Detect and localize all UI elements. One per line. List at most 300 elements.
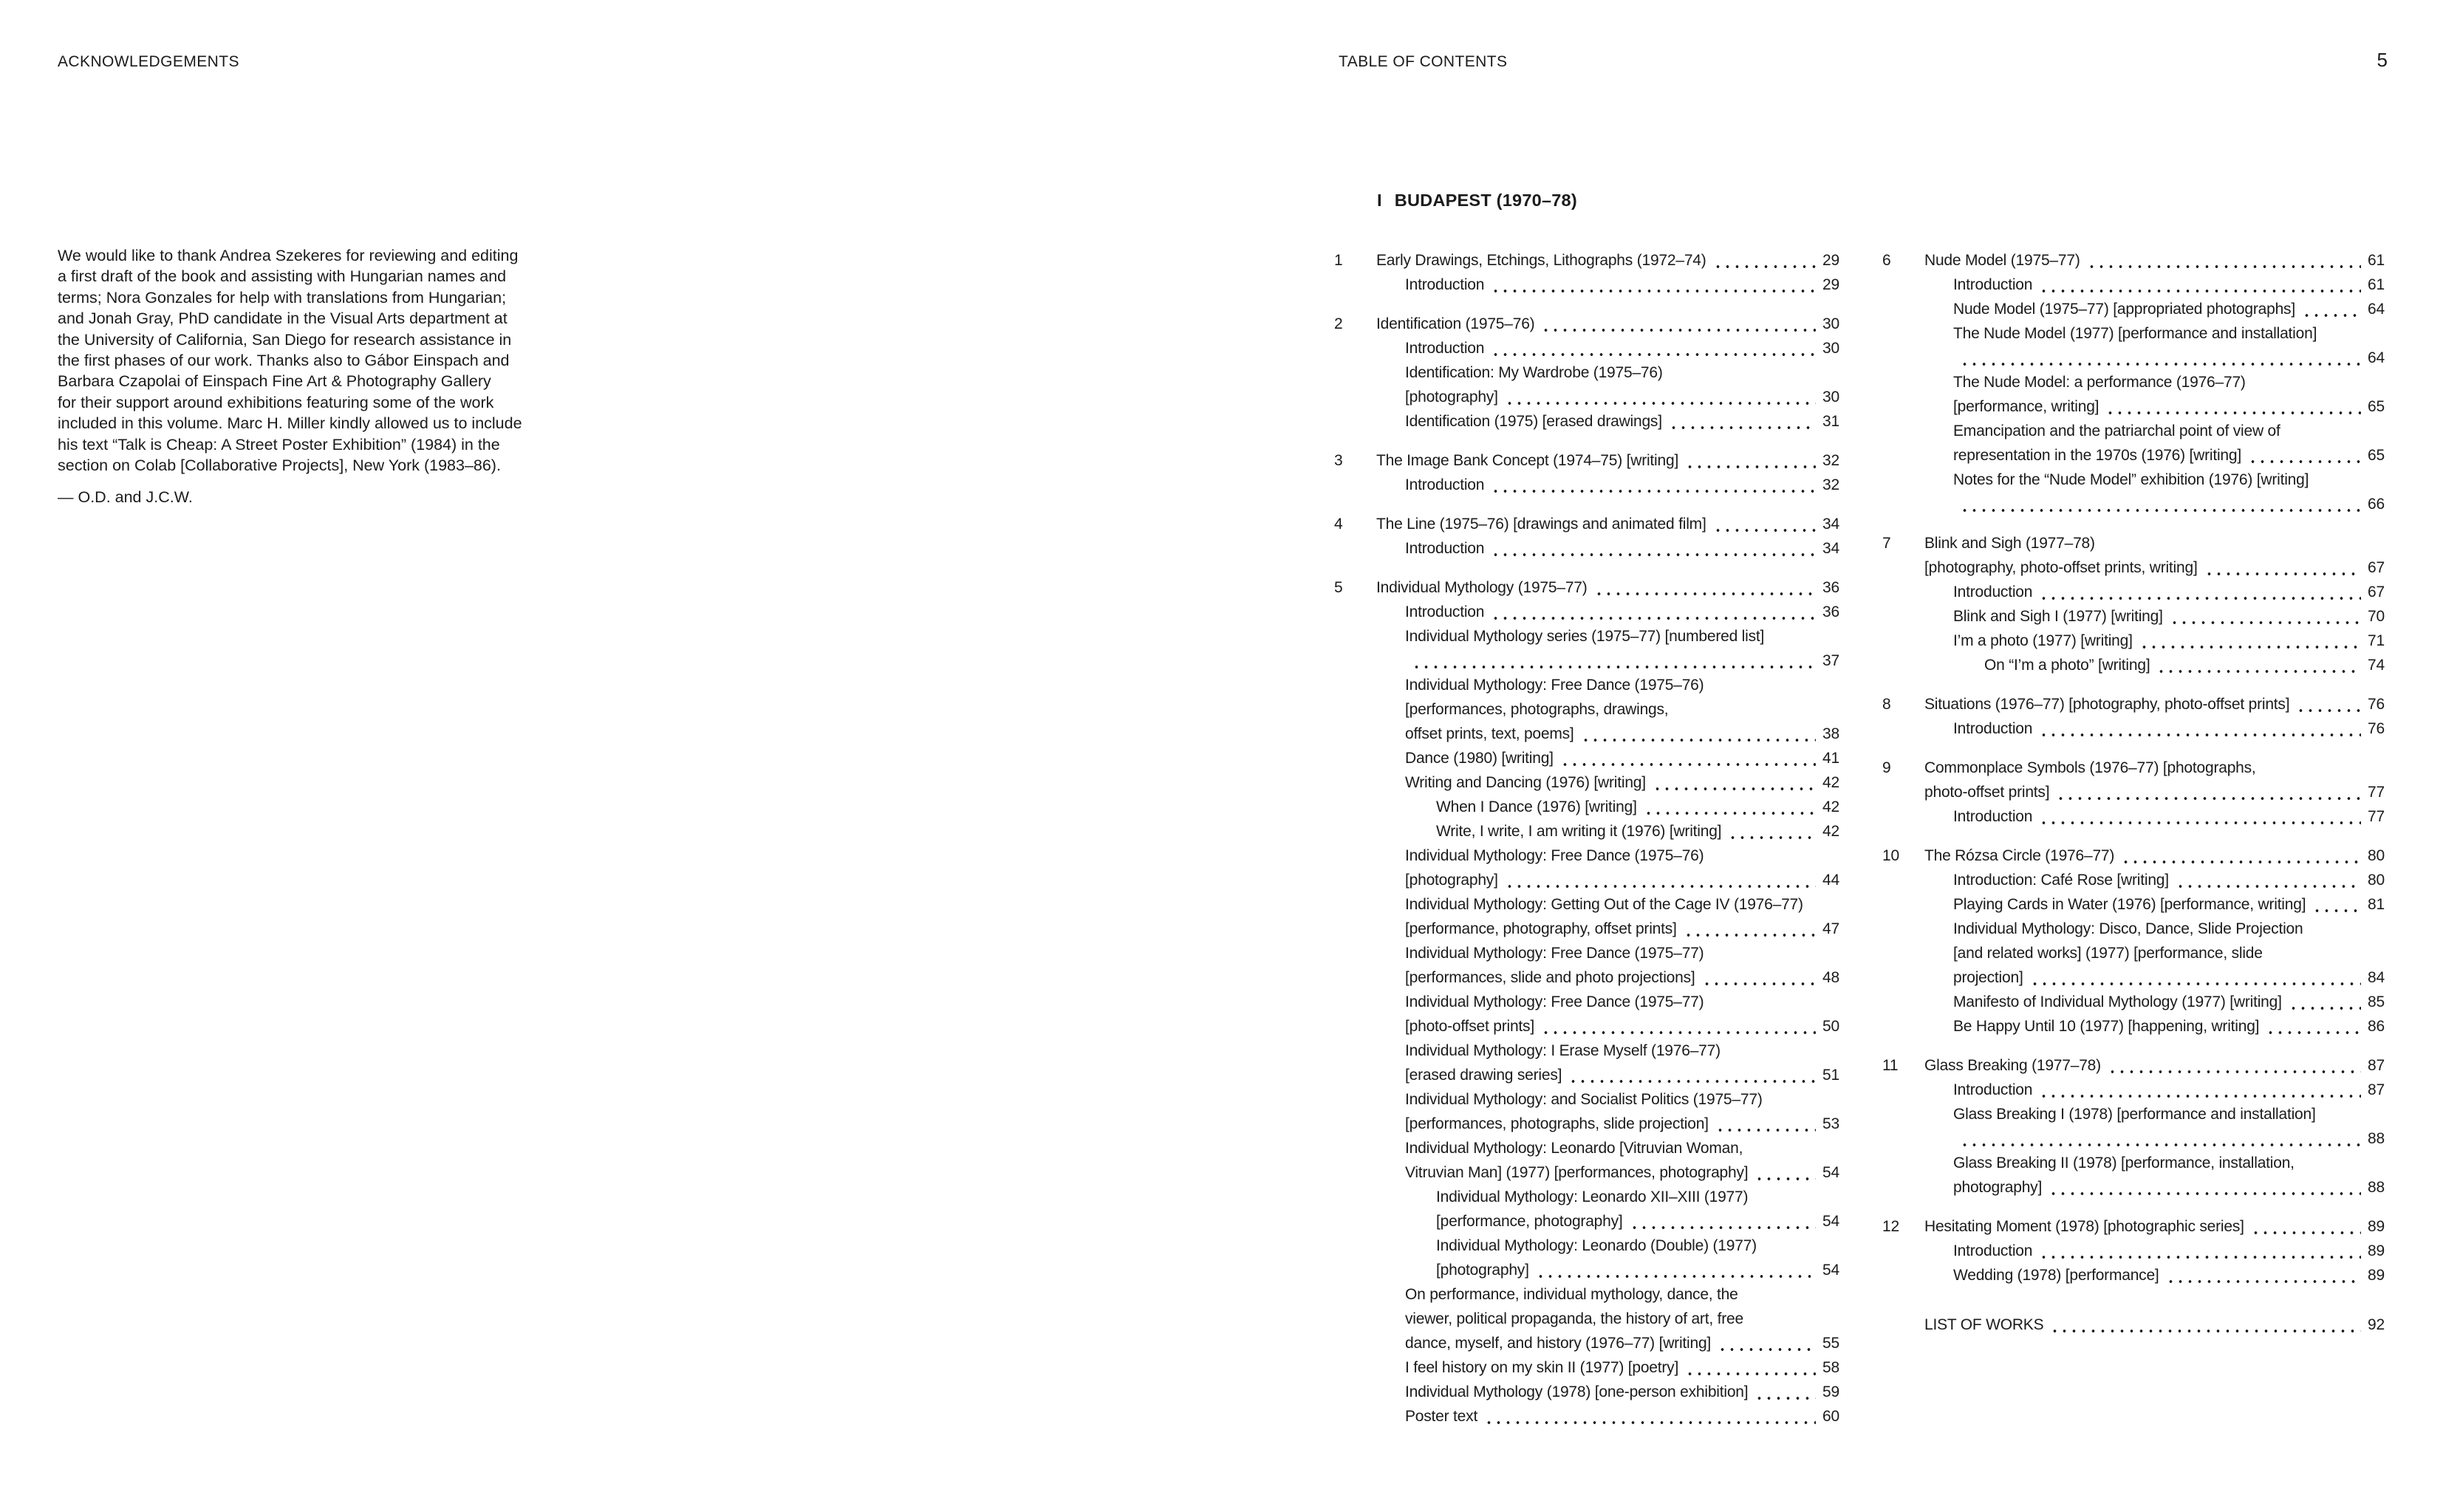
leader-dots <box>2264 1014 2362 1039</box>
toc-line <box>1953 1175 2385 1200</box>
leader-dots <box>1667 409 1817 434</box>
chapter-number: 11 <box>1882 1057 1899 1074</box>
toc-entry <box>1376 990 1839 1039</box>
entry-page-number: 60 <box>1822 1408 1839 1425</box>
leader-dots <box>2246 443 2362 468</box>
toc-line <box>1953 321 2385 346</box>
toc-line <box>1924 1214 2385 1239</box>
toc-line <box>1405 385 1839 409</box>
toc-line <box>1436 819 1839 844</box>
entry-text: dance, myself, and history (1976–77) [writing] <box>1405 1335 1712 1352</box>
leader-dots <box>1716 1331 1817 1355</box>
leader-dots <box>2049 1313 2362 1337</box>
entry-page-number: 29 <box>1822 276 1839 293</box>
toc-group <box>1882 692 2385 741</box>
acknowledgements-paragraph <box>58 245 590 476</box>
toc-line <box>1405 1404 1839 1429</box>
chapter-number: 4 <box>1334 516 1343 533</box>
leader-dots <box>1628 1209 1818 1234</box>
entry-text: Individual Mythology (1975–77) <box>1376 579 1588 596</box>
entry-text: Hesitating Moment (1978) [photographic series] <box>1924 1218 2244 1235</box>
entry-page-number: 86 <box>2368 1018 2385 1035</box>
toc-line <box>1405 1136 1839 1160</box>
entry-page-number: 76 <box>2368 696 2385 713</box>
entry-text: The Rózsa Circle (1976–77) <box>1924 847 2115 864</box>
paragraph-line: section on Colab [Collaborative Projects], New York (1983–86). <box>58 456 501 475</box>
paragraph-line: terms; Nora Gonzales for help with translations from Hungarian; <box>58 288 507 307</box>
entry-page-number: 64 <box>2368 349 2385 366</box>
entry-page-number: 54 <box>1822 1213 1839 1230</box>
entry-page-number: 48 <box>1822 969 1839 986</box>
leader-dots <box>1489 273 1817 297</box>
toc-line <box>1405 1039 1839 1063</box>
entry-page-number: 77 <box>2368 784 2385 801</box>
toc-group <box>1882 248 2385 516</box>
entry-text: Writing and Dancing (1976) [writing] <box>1405 774 1646 791</box>
toc-entry <box>1924 321 2385 370</box>
entry-page-number: 59 <box>1822 1383 1839 1400</box>
entry-page-number: 67 <box>2368 559 2385 576</box>
toc-line <box>1405 1355 1839 1380</box>
leader-dots <box>2037 1078 2362 1102</box>
toc-entry <box>1376 336 1839 360</box>
leader-dots <box>2106 1053 2362 1078</box>
toc-entry <box>1924 629 2385 653</box>
entry-text: Dance (1980) [writing] <box>1405 750 1554 767</box>
toc-entry <box>1376 448 1839 473</box>
leader-dots <box>1958 346 2362 370</box>
toc-line <box>1405 917 1839 941</box>
entry-text: Be Happy Until 10 (1977) [happening, writing] <box>1953 1018 2260 1035</box>
toc-entry <box>1376 473 1839 497</box>
toc-entry <box>1924 1053 2385 1078</box>
entry-text: [photography] <box>1436 1262 1529 1279</box>
entry-page-number: 58 <box>1822 1359 1839 1376</box>
entry-page-number: 88 <box>2368 1179 2385 1196</box>
entry-page-number: 65 <box>2368 398 2385 415</box>
entry-page-number: 42 <box>1822 823 1839 840</box>
toc-line <box>1405 868 1839 892</box>
toc-line <box>1405 536 1839 561</box>
leader-dots <box>2249 1214 2362 1239</box>
entry-text: offset prints, text, poems] <box>1405 725 1574 742</box>
entry-page-number: 41 <box>1822 750 1839 767</box>
leader-dots <box>1712 248 1818 273</box>
toc-line <box>1405 722 1839 746</box>
entry-text: representation in the 1970s (1976) [writing] <box>1953 447 2241 464</box>
entry-text: [performance, photography] <box>1436 1213 1623 1230</box>
toc-entry <box>1924 580 2385 604</box>
entry-page-number: 89 <box>2368 1218 2385 1235</box>
entry-page-number: 37 <box>1822 652 1839 669</box>
entry-text: Introduction <box>1953 720 2033 737</box>
toc-line <box>1953 1263 2385 1287</box>
toc-entry <box>1376 1404 1839 1429</box>
toc-line <box>1924 692 2385 716</box>
entry-text: On performance, individual mythology, dance, the <box>1405 1286 1738 1303</box>
toc-line <box>1405 1380 1839 1404</box>
entry-page-number: 76 <box>2368 720 2385 737</box>
entry-page-number: 54 <box>1822 1164 1839 1181</box>
toc-line <box>1405 1307 1839 1331</box>
leader-dots <box>1579 722 1817 746</box>
toc-line <box>1953 1102 2385 1126</box>
entry-text: Individual Mythology: Leonardo [Vitruvian Woman, <box>1405 1140 1743 1157</box>
toc-entry <box>1924 844 2385 868</box>
entry-text: photo-offset prints] <box>1924 784 2050 801</box>
toc-line <box>1924 1053 2385 1078</box>
toc-entry <box>1924 1014 2385 1039</box>
leader-dots <box>1503 385 1817 409</box>
toc-entry <box>1924 1313 2385 1337</box>
leader-dots <box>2168 604 2362 629</box>
toc-line <box>1953 1126 2385 1151</box>
entry-text: Nude Model (1975–77) [appropriated photographs] <box>1953 301 2295 318</box>
entry-text: Individual Mythology: and Socialist Politics (1975–77) <box>1405 1091 1763 1108</box>
toc-line <box>1405 360 1839 385</box>
toc-entry <box>1924 756 2385 804</box>
entry-text: Poster text <box>1405 1408 1478 1425</box>
leader-dots <box>1753 1160 1817 1185</box>
entry-text: [and related works] (1977) [performance, slide <box>1953 945 2263 962</box>
toc-entry <box>1376 1234 1839 1282</box>
toc-line <box>1376 312 1839 336</box>
toc-line <box>1953 419 2385 443</box>
toc-entry <box>1924 692 2385 716</box>
toc-entry <box>1924 273 2385 297</box>
entry-text: Introduction <box>1405 603 1485 620</box>
entry-text: I feel history on my skin II (1977) [poetry] <box>1405 1359 1679 1376</box>
paragraph-line: the first phases of our work. Thanks also to Gábor Einspach and <box>58 352 510 370</box>
toc-group <box>1334 575 1839 1429</box>
entry-page-number: 53 <box>1822 1115 1839 1132</box>
toc-entry <box>1376 673 1839 746</box>
toc-line <box>1436 1258 1839 1282</box>
entry-page-number: 87 <box>2368 1081 2385 1098</box>
leader-dots <box>1701 965 1818 990</box>
leader-dots <box>2164 1263 2362 1287</box>
toc-entry <box>1924 716 2385 741</box>
leader-dots <box>1714 1112 1817 1136</box>
toc-line <box>1953 917 2385 941</box>
toc-entry <box>1924 1239 2385 1263</box>
toc-line <box>1405 892 1839 917</box>
toc-line <box>1924 756 2385 780</box>
entry-text: Introduction <box>1405 340 1485 357</box>
toc-line <box>1953 443 2385 468</box>
toc-line <box>1436 1234 1839 1258</box>
entry-text: Notes for the “Nude Model” exhibition (1976) [writing] <box>1953 471 2309 488</box>
toc-entry <box>1924 804 2385 829</box>
entry-page-number: 36 <box>1822 603 1839 620</box>
toc-line <box>1953 1014 2385 1039</box>
toc-entry <box>1924 468 2385 516</box>
toc-entry <box>1376 1039 1839 1087</box>
acknowledgements-heading: ACKNOWLEDGEMENTS <box>58 53 239 70</box>
entry-page-number: 34 <box>1822 540 1839 557</box>
leader-dots <box>2104 394 2362 419</box>
toc-line <box>1405 965 1839 990</box>
chapter-number: 2 <box>1334 315 1343 332</box>
leader-dots <box>1567 1063 1817 1087</box>
entry-text: Individual Mythology: Disco, Dance, Slide Projection <box>1953 920 2303 937</box>
entry-text: Individual Mythology: Free Dance (1975–77) <box>1405 945 1704 962</box>
entry-text: Early Drawings, Etchings, Lithographs (1972–74) <box>1376 252 1706 269</box>
entry-page-number: 65 <box>2368 447 2385 464</box>
entry-text: Glass Breaking I (1978) [performance and installation] <box>1953 1106 2316 1123</box>
entry-text: LIST OF WORKS <box>1924 1316 2044 1333</box>
paragraph-line: Barbara Czapolai of Einspach Fine Art & Photography Gallery <box>58 372 491 391</box>
toc-entry <box>1924 1151 2385 1200</box>
toc-line <box>1405 473 1839 497</box>
entry-page-number: 42 <box>1822 774 1839 791</box>
toc-entry <box>1376 941 1839 990</box>
toc-line <box>1405 1063 1839 1087</box>
entry-text: Individual Mythology: Leonardo (Double) (1977) <box>1436 1237 1757 1254</box>
leader-dots <box>1684 448 1817 473</box>
toc-line <box>1924 1313 2385 1337</box>
paragraph-line: for their support around exhibitions featuring some of the work <box>58 393 494 411</box>
toc-entry <box>1924 1214 2385 1239</box>
toc-group <box>1334 312 1839 434</box>
entry-page-number: 50 <box>1822 1018 1839 1035</box>
entry-text: Introduction <box>1953 1242 2033 1259</box>
toc-line <box>1953 346 2385 370</box>
leader-dots <box>2203 555 2362 580</box>
entry-page-number: 92 <box>2368 1316 2385 1333</box>
toc-entry <box>1376 1380 1839 1404</box>
entry-text: [performances, photographs, slide projection] <box>1405 1115 1709 1132</box>
leader-dots <box>2037 273 2362 297</box>
toc-column-left <box>1334 248 1839 1429</box>
leader-dots <box>2037 580 2362 604</box>
leader-dots <box>2311 892 2362 917</box>
entry-text: projection] <box>1953 969 2023 986</box>
toc-line <box>1924 248 2385 273</box>
entry-text: Introduction <box>1405 276 1485 293</box>
leader-dots <box>1483 1404 1817 1429</box>
entry-page-number: 36 <box>1822 579 1839 596</box>
entry-page-number: 89 <box>2368 1242 2385 1259</box>
leader-dots <box>1726 819 1817 844</box>
toc-line <box>1405 649 1839 673</box>
leader-dots <box>1503 868 1817 892</box>
entry-page-number: 64 <box>2368 301 2385 318</box>
leader-dots <box>1593 575 1817 600</box>
entry-text: The Line (1975–76) [drawings and animated film] <box>1376 516 1706 533</box>
entry-page-number: 51 <box>1822 1067 1839 1084</box>
leader-dots <box>1489 536 1817 561</box>
chapter-number: 9 <box>1882 759 1891 776</box>
toc-entry <box>1376 575 1839 600</box>
toc-group <box>1334 248 1839 297</box>
leader-dots <box>2054 780 2362 804</box>
leader-dots <box>2300 297 2362 321</box>
entry-text: Individual Mythology series (1975–77) [numbered list] <box>1405 628 1765 645</box>
toc-line <box>1405 1331 1839 1355</box>
toc-group <box>1882 531 2385 677</box>
entry-page-number: 81 <box>2368 896 2385 913</box>
paragraph-line: his text “Talk is Cheap: A Street Poster Exhibition” (1984) in the <box>58 435 500 454</box>
entry-text: Identification: My Wardrobe (1975–76) <box>1405 364 1663 381</box>
leader-dots <box>1958 1126 2362 1151</box>
entry-text: [performances, photographs, drawings, <box>1405 701 1669 718</box>
toc-line <box>1953 370 2385 394</box>
paragraph-line: We would like to thank Andrea Szekeres for reviewing and editing <box>58 247 519 264</box>
entry-text: Individual Mythology (1978) [one-person exhibition] <box>1405 1383 1749 1400</box>
entry-text: The Nude Model (1977) [performance and installation] <box>1953 325 2317 342</box>
toc-entry <box>1376 892 1839 941</box>
chapter-number: 1 <box>1334 252 1343 269</box>
chapter-number: 7 <box>1882 535 1891 552</box>
entry-text: Individual Mythology: Free Dance (1975–76) <box>1405 677 1704 694</box>
entry-page-number: 70 <box>2368 608 2385 625</box>
entry-page-number: 31 <box>1822 413 1839 430</box>
toc-line <box>1953 990 2385 1014</box>
toc-entry <box>1376 312 1839 336</box>
toc-entry <box>1924 419 2385 468</box>
leader-dots <box>2029 965 2362 990</box>
leader-dots <box>1410 649 1817 673</box>
toc-line <box>1953 1078 2385 1102</box>
entry-text: Introduction <box>1953 276 2033 293</box>
entry-text: Situations (1976–77) [photography, photo-offset prints] <box>1924 696 2290 713</box>
entry-page-number: 44 <box>1822 872 1839 889</box>
toc-entry <box>1924 917 2385 990</box>
entry-text: [photography] <box>1405 872 1498 889</box>
toc-entry <box>1376 1185 1839 1234</box>
entry-text: [photography, photo-offset prints, writing] <box>1924 559 2198 576</box>
entry-page-number: 32 <box>1822 476 1839 493</box>
section-heading <box>1377 191 1577 211</box>
toc-entry <box>1376 770 1839 795</box>
entry-text: Glass Breaking II (1978) [performance, installation, <box>1953 1154 2295 1171</box>
toc-line <box>1376 448 1839 473</box>
entry-text: Commonplace Symbols (1976–77) [photographs, <box>1924 759 2256 776</box>
leader-dots <box>1540 1014 1817 1039</box>
entry-text: Wedding (1978) [performance] <box>1953 1267 2159 1284</box>
entry-page-number: 30 <box>1822 315 1839 332</box>
toc-group <box>1882 1214 2385 1287</box>
toc-line <box>1405 990 1839 1014</box>
toc-line <box>1405 1282 1839 1307</box>
chapter-number: 5 <box>1334 579 1343 596</box>
toc-group <box>1882 844 2385 1039</box>
leader-dots <box>1540 312 1817 336</box>
toc-line <box>1405 624 1839 649</box>
toc-entry <box>1376 536 1839 561</box>
entry-text: Blink and Sigh I (1977) [writing] <box>1953 608 2163 625</box>
toc-line <box>1405 844 1839 868</box>
entry-page-number: 67 <box>2368 584 2385 601</box>
entry-text: Introduction: Café Rose [writing] <box>1953 872 2169 889</box>
entry-text: Individual Mythology: Getting Out of the Cage IV (1976–77) <box>1405 896 1803 913</box>
toc-line <box>1953 273 2385 297</box>
toc-entry <box>1924 1102 2385 1151</box>
entry-text: Blink and Sigh (1977–78) <box>1924 535 2095 552</box>
entry-text: Introduction <box>1953 1081 2033 1098</box>
toc-group <box>1882 1053 2385 1200</box>
entry-text: photography] <box>1953 1179 2043 1196</box>
entry-page-number: 71 <box>2368 632 2385 649</box>
toc-line <box>1953 629 2385 653</box>
toc-line <box>1953 965 2385 990</box>
toc-line <box>1984 653 2385 677</box>
entry-text: Vitruvian Man] (1977) [performances, photography] <box>1405 1164 1749 1181</box>
toc-line <box>1924 780 2385 804</box>
entry-text: Individual Mythology: Free Dance (1975–76) <box>1405 847 1704 864</box>
entry-text: viewer, political propaganda, the history of art, free <box>1405 1310 1743 1327</box>
toc-line <box>1953 892 2385 917</box>
entry-page-number: 30 <box>1822 340 1839 357</box>
entry-text: Individual Mythology: Leonardo XII–XIII (1977) <box>1436 1188 1749 1205</box>
toc-entry <box>1376 844 1839 892</box>
entry-page-number: 54 <box>1822 1262 1839 1279</box>
entry-page-number: 55 <box>1822 1335 1839 1352</box>
toc-line <box>1436 795 1839 819</box>
leader-dots <box>1682 917 1817 941</box>
entry-page-number: 85 <box>2368 993 2385 1010</box>
chapter-number: 12 <box>1882 1218 1899 1235</box>
toc-entry <box>1376 1136 1839 1185</box>
leader-dots <box>2155 653 2362 677</box>
entry-page-number: 32 <box>1822 452 1839 469</box>
toc-group <box>1334 448 1839 497</box>
chapter-number: 6 <box>1882 252 1891 269</box>
toc-entry <box>1924 370 2385 419</box>
entry-page-number: 30 <box>1822 389 1839 406</box>
entry-page-number: 61 <box>2368 276 2385 293</box>
paragraph-line: a first draft of the book and assisting with Hungarian names and <box>58 267 507 286</box>
toc-line <box>1436 1209 1839 1234</box>
leader-dots <box>1684 1355 1817 1380</box>
entry-text: Nude Model (1975–77) <box>1924 252 2080 269</box>
toc-entry <box>1924 1263 2385 1287</box>
page-number-folio: 5 <box>2377 49 2388 71</box>
entry-page-number: 84 <box>2368 969 2385 986</box>
entry-text: Emancipation and the patriarchal point of view of <box>1953 423 2280 439</box>
entry-page-number: 74 <box>2368 657 2385 674</box>
acknowledgements-signature: — O.D. and J.C.W. <box>58 488 193 507</box>
leader-dots <box>2037 804 2362 829</box>
toc-entry <box>1376 273 1839 297</box>
leader-dots <box>1651 770 1817 795</box>
toc-group <box>1882 1313 2385 1337</box>
entry-text: [performance, writing] <box>1953 398 2099 415</box>
toc-line <box>1405 746 1839 770</box>
toc-line <box>1405 1087 1839 1112</box>
toc-line <box>1376 512 1839 536</box>
leader-dots <box>2287 990 2362 1014</box>
chapter-number: 8 <box>1882 696 1891 713</box>
toc-line <box>1953 716 2385 741</box>
toc-entry <box>1924 990 2385 1014</box>
toc-entry <box>1376 624 1839 673</box>
toc-line <box>1405 941 1839 965</box>
toc-line <box>1405 1014 1839 1039</box>
entry-page-number: 42 <box>1822 798 1839 815</box>
entry-page-number: 38 <box>1822 725 1839 742</box>
toc-entry <box>1376 795 1839 819</box>
entry-text: The Image Bank Concept (1974–75) [writing] <box>1376 452 1679 469</box>
toc-entry <box>1924 868 2385 892</box>
toc-line <box>1405 673 1839 697</box>
toc-entry <box>1376 512 1839 536</box>
toc-entry <box>1376 1355 1839 1380</box>
entry-text: On “I’m a photo” [writing] <box>1984 657 2150 674</box>
toc-line <box>1953 297 2385 321</box>
toc-entry <box>1924 1078 2385 1102</box>
